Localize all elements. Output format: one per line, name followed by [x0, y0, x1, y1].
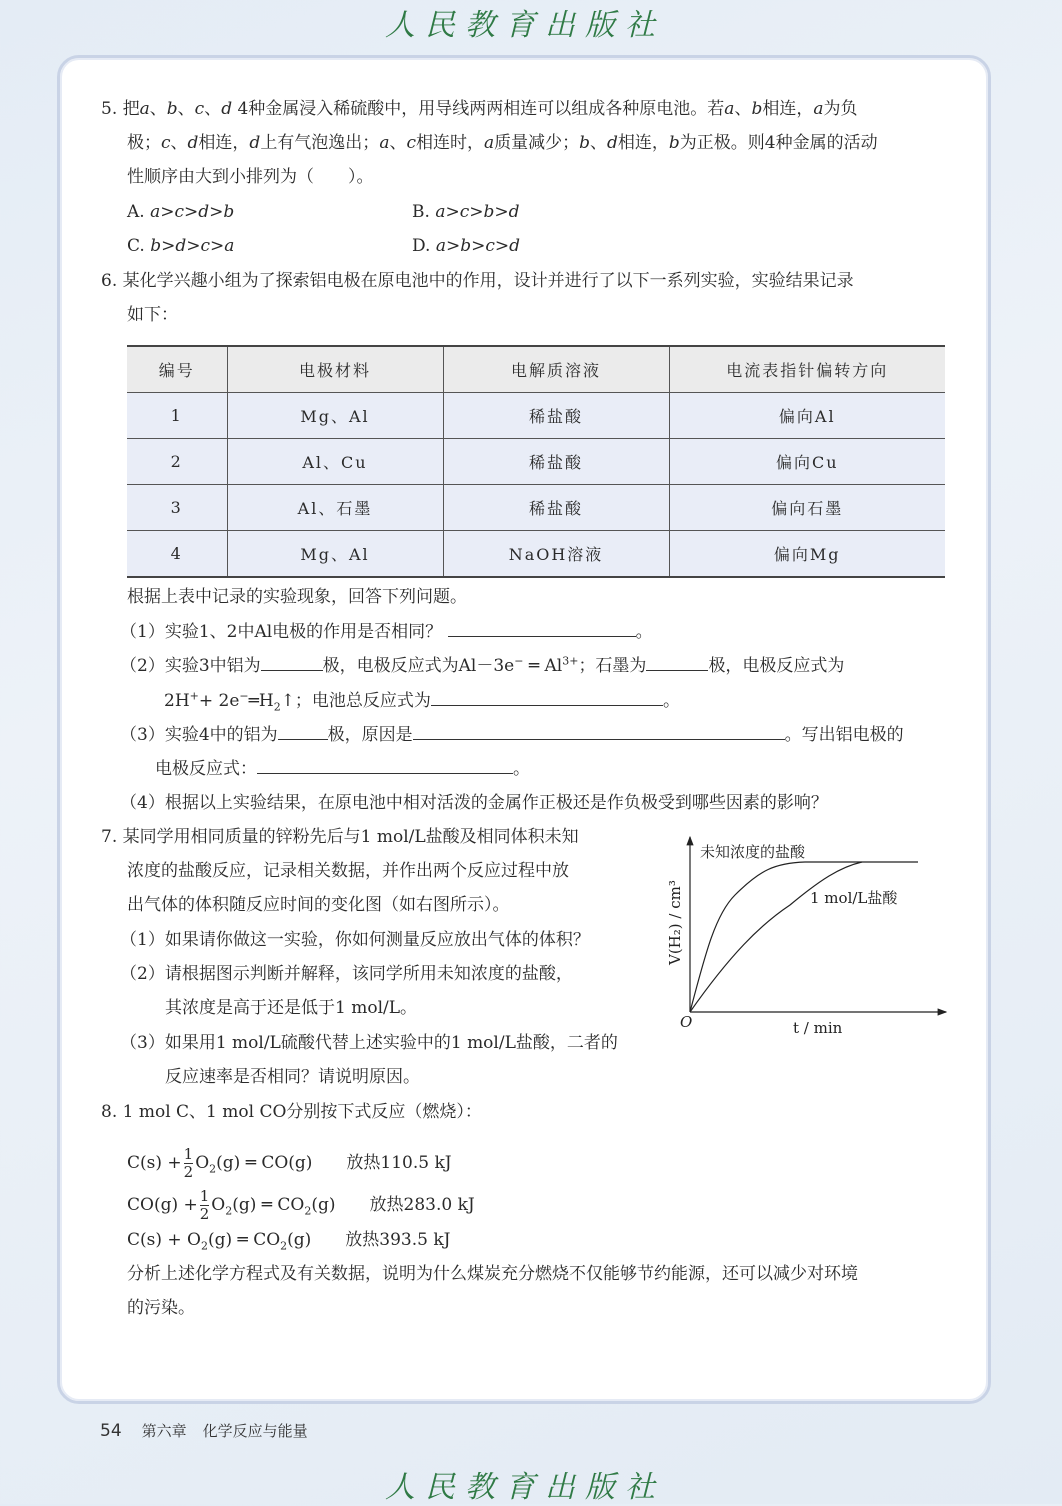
q5-line-1 — [101, 98, 857, 120]
q7-line: 7. 某同学用相同质量的锌粉先后与1 mol/L盐酸及相同体积未知 — [101, 827, 579, 847]
sup: − — [239, 689, 249, 703]
table-row — [127, 393, 945, 439]
y-axis-label: V(H₂) / cm³ — [666, 880, 684, 965]
text: (g) ═ CO — [208, 1230, 281, 1250]
series-label-unknown: 未知浓度的盐酸 — [700, 843, 806, 861]
option-label: C. — [127, 236, 145, 256]
logo-text: 人民教育出版社 — [385, 1470, 665, 1505]
volume-time-chart — [660, 825, 960, 1045]
var: a — [813, 99, 824, 119]
q6-sub-2a — [120, 654, 844, 676]
publisher-logo-bottom — [385, 1462, 685, 1505]
option-c — [127, 235, 234, 257]
chapter-number: 第六章 — [141, 1422, 187, 1440]
header-cell: 电流表指针偏转方向 — [669, 346, 945, 393]
var: d — [221, 99, 233, 119]
fraction — [184, 1146, 194, 1181]
table-header-row — [127, 346, 945, 393]
text: 上有气泡逸出； — [260, 133, 380, 153]
text: 5. 把 — [101, 99, 140, 119]
chapter-title: 化学反应与能量 — [202, 1422, 308, 1440]
sub: 2 — [273, 700, 281, 714]
var: d — [607, 133, 618, 153]
text: O — [211, 1195, 226, 1215]
text: ↑；电池总反应式为 — [280, 691, 431, 711]
text: ═H — [248, 691, 274, 711]
q7-line: 出气体的体积随反应时间的变化图（如右图所示）。 — [127, 895, 510, 915]
header-cell: 电极材料 — [227, 346, 443, 393]
var: b — [166, 99, 178, 119]
header-cell: 编号 — [127, 346, 227, 393]
text: 、 — [389, 133, 407, 153]
q6-sub-4: （4）根据以上实验结果，在原电池中相对活泼的金属作正极还是作负极受到哪些因素的影响？ — [120, 793, 828, 813]
option-label: B. — [412, 202, 430, 222]
cell: Al、Cu — [227, 439, 443, 485]
q7-line: （3）如果用1 mol/L硫酸代替上述实验中的1 mol/L盐酸，二者的 — [120, 1033, 618, 1053]
q7-line: 其浓度是高于还是低于1 mol/L。 — [165, 998, 418, 1018]
text: 相连， — [617, 133, 669, 153]
text: ═ Al — [523, 656, 563, 676]
page-footer — [100, 1420, 324, 1441]
option-label: D. — [412, 236, 431, 256]
text: 、 — [590, 133, 608, 153]
q7-line: （1）如果请你做这一实验，你如何测量反应放出气体的体积？ — [120, 930, 590, 950]
series-label-1mol: 1 mol/L盐酸 — [810, 889, 898, 907]
sub: 2 — [209, 1162, 217, 1176]
option-value: a>b>c>d — [435, 236, 520, 256]
cell: NaOH溶液 — [443, 531, 669, 578]
text: 。 — [635, 622, 653, 642]
table-row — [127, 531, 945, 578]
sup: 3+ — [562, 654, 579, 668]
cell: 偏向Mg — [669, 531, 945, 578]
header-cell: 电解质溶液 — [443, 346, 669, 393]
text: 相连时， — [415, 133, 484, 153]
text: C(s) + O — [127, 1230, 201, 1250]
sub: 2 — [201, 1239, 208, 1253]
var: a — [379, 133, 390, 153]
text: 。 — [662, 691, 680, 711]
sup: − — [514, 654, 524, 668]
text: 4种金属浸入稀硫酸中，用导线两两相连可以组成各种原电池。若 — [232, 99, 725, 119]
option-d — [412, 235, 520, 257]
text: 质量减少； — [494, 133, 580, 153]
cell: Mg、Al — [227, 531, 443, 578]
var: b — [668, 133, 680, 153]
text: CO(g) + — [127, 1195, 198, 1215]
option-label: A. — [127, 202, 145, 222]
q6-sub-2b — [164, 689, 680, 714]
heat-text: 放热393.5 kJ — [345, 1230, 451, 1250]
sup: + — [189, 689, 199, 703]
origin-label: O — [680, 1013, 693, 1031]
logo-text: 人民教育出版社 — [385, 8, 665, 43]
fraction — [200, 1188, 210, 1223]
cell: 偏向石墨 — [669, 485, 945, 531]
answer-blank[interactable] — [261, 654, 323, 671]
cell: 稀盐酸 — [443, 393, 669, 439]
q6-intro: 根据上表中记录的实验现象，回答下列问题。 — [127, 587, 467, 607]
var: c — [194, 99, 205, 119]
text: 、 — [177, 99, 195, 119]
q8-line-2: 分析上述化学方程式及有关数据，说明为什么煤炭充分燃烧不仅能够节约能源，还可以减少对环境 — [127, 1264, 858, 1284]
answer-blank[interactable] — [257, 757, 513, 774]
cell: 稀盐酸 — [443, 439, 669, 485]
q6-sub-1 — [120, 620, 653, 642]
text: 极，电极反应式为 — [708, 656, 845, 676]
var: c — [161, 133, 171, 153]
text: 、 — [204, 99, 222, 119]
text: 极，电极反应式为Al－3e — [322, 656, 515, 676]
equation-2 — [127, 1187, 475, 1223]
option-value: a>c>b>d — [435, 202, 520, 222]
1mol-curve — [690, 862, 862, 1012]
q5-line-3: 性顺序由大到小排列为（ ）。 — [127, 167, 374, 187]
text: O — [195, 1153, 210, 1173]
cell: Al、石墨 — [227, 485, 443, 531]
text: (g) ═ CO — [232, 1195, 305, 1215]
sub: 2 — [280, 1239, 288, 1253]
denominator: 2 — [183, 1163, 194, 1181]
option-value: b>d>c>a — [150, 236, 235, 256]
option-b — [412, 201, 519, 223]
text: 、 — [170, 133, 188, 153]
text: + 2e — [198, 691, 240, 711]
text: 为正极。则4种金属的活动 — [679, 133, 878, 153]
text: 。写出铝电极的 — [784, 725, 904, 745]
q6-sub-3a — [120, 723, 904, 745]
text: 相连， — [198, 133, 250, 153]
q6-line-1: 6. 某化学兴趣小组为了探索铝电极在原电池中的作用，设计并进行了以下一系列实验，实验结果记录 — [101, 271, 854, 291]
q8-line-3: 的污染。 — [127, 1298, 195, 1318]
answer-blank[interactable] — [646, 654, 708, 671]
table-row — [127, 485, 945, 531]
var: b — [751, 99, 763, 119]
equation-1 — [127, 1145, 452, 1181]
answer-blank[interactable] — [431, 689, 663, 706]
x-axis-label: t / min — [793, 1019, 843, 1037]
text: ；石墨为 — [578, 656, 647, 676]
text: （3）实验4中的铝为 — [120, 725, 278, 745]
text: (g) — [287, 1230, 312, 1250]
equation-3 — [127, 1229, 450, 1251]
table-row — [127, 439, 945, 485]
text: 电极反应式： — [155, 759, 257, 779]
experiment-table — [127, 345, 945, 578]
unknown-concentration-curve — [690, 862, 918, 1012]
q7-line: （2）请根据图示判断并解释，该同学所用未知浓度的盐酸， — [120, 964, 573, 984]
var: d — [187, 133, 199, 153]
answer-blank[interactable] — [413, 723, 785, 740]
cell: 偏向Cu — [669, 439, 945, 485]
answer-blank[interactable] — [448, 620, 636, 637]
var: d — [249, 133, 261, 153]
q8-line-1: 8. 1 mol C、1 mol CO分别按下式反应（燃烧）： — [101, 1102, 482, 1122]
cell: 4 — [127, 531, 227, 578]
var: c — [406, 133, 416, 153]
var: a — [139, 99, 150, 119]
q6-sub-3b — [155, 757, 530, 779]
cell: Mg、Al — [227, 393, 443, 439]
text: 极，原因是 — [327, 725, 413, 745]
text: （1）实验1、2中Al电极的作用是否相同？ — [120, 622, 443, 642]
text: (g) — [311, 1195, 336, 1215]
heat-text: 放热110.5 kJ — [346, 1153, 452, 1173]
q6-line-2: 如下： — [127, 305, 178, 325]
text: C(s) + — [127, 1153, 182, 1173]
text: 极； — [127, 133, 161, 153]
heat-text: 放热283.0 kJ — [369, 1195, 475, 1215]
sub: 2 — [225, 1204, 233, 1218]
answer-blank[interactable] — [278, 723, 328, 740]
text: 。 — [513, 759, 530, 779]
var: a — [483, 133, 495, 153]
q7-line: 反应速率是否相同？请说明原因。 — [165, 1067, 420, 1087]
numerator: 1 — [183, 1145, 194, 1163]
text: 、 — [734, 99, 752, 119]
denominator: 2 — [199, 1205, 210, 1223]
cell: 稀盐酸 — [443, 485, 669, 531]
text: （2）实验3中铝为 — [120, 656, 261, 676]
option-a — [127, 201, 234, 223]
cell: 2 — [127, 439, 227, 485]
numerator: 1 — [199, 1187, 210, 1205]
q5-line-2 — [127, 132, 878, 154]
cell: 1 — [127, 393, 227, 439]
q7-line: 浓度的盐酸反应，记录相关数据，并作出两个反应过程中放 — [127, 861, 569, 881]
page-number: 54 — [100, 1421, 122, 1441]
cell: 3 — [127, 485, 227, 531]
option-value: a>c>d>b — [150, 202, 235, 222]
text: 2H — [164, 691, 190, 711]
var: b — [579, 133, 591, 153]
cell: 偏向Al — [669, 393, 945, 439]
text: (g) ═ CO(g) — [216, 1153, 313, 1173]
text: 为负 — [823, 99, 858, 119]
text: 相连， — [762, 99, 814, 119]
text: 、 — [149, 99, 167, 119]
sub: 2 — [304, 1204, 312, 1218]
var: a — [724, 99, 735, 119]
publisher-logo-top — [385, 0, 685, 43]
